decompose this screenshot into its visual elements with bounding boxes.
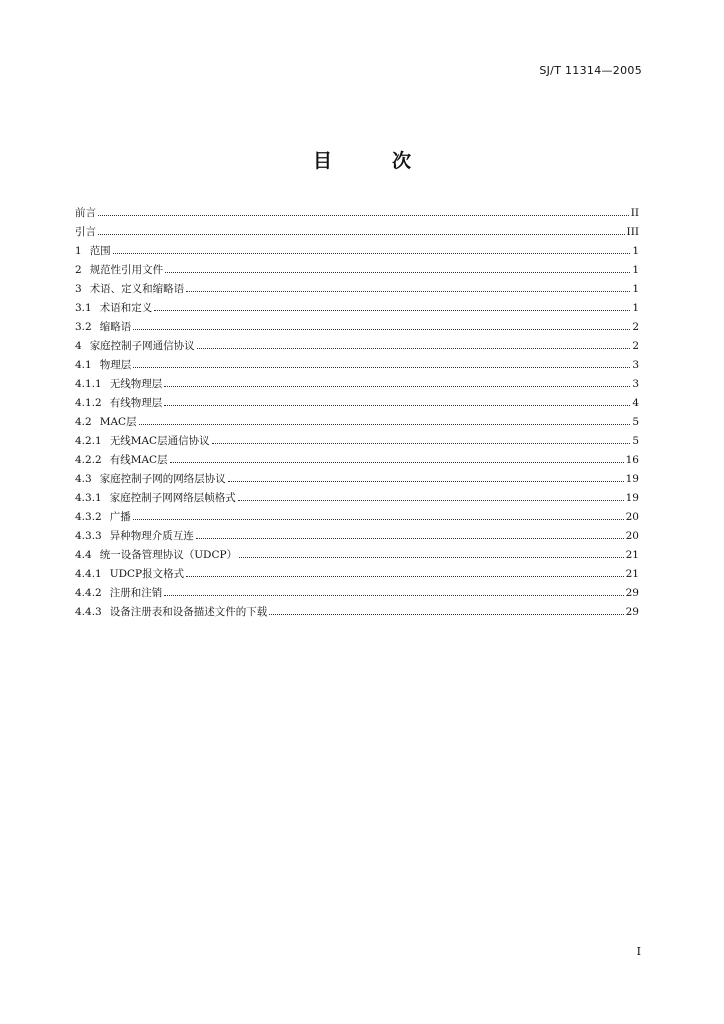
toc-entry-page: 1	[632, 245, 639, 257]
toc-entry-number: 4.2.2	[75, 454, 102, 466]
page-title: 目次	[312, 150, 471, 172]
toc-entry-number: 3.2	[75, 321, 92, 333]
toc-entry-page: III	[626, 226, 639, 238]
toc-entry-page: 2	[632, 340, 639, 352]
toc-entry[interactable]	[75, 603, 639, 622]
toc-entry-title: 异种物理介质互连	[109, 530, 194, 542]
toc-entry[interactable]	[75, 413, 639, 432]
toc-entry-page: 29	[625, 587, 639, 599]
toc-entry-title: 术语和定义	[99, 302, 153, 314]
toc-dot-leader	[186, 575, 624, 577]
page-number: I	[636, 945, 641, 958]
toc-entry-title: 物理层	[99, 359, 132, 371]
toc-dot-leader	[154, 309, 630, 311]
toc-entry-page: 19	[625, 492, 639, 504]
toc-dot-leader	[197, 347, 631, 349]
toc-entry-title: 注册和注销	[109, 587, 163, 599]
toc-entry[interactable]	[75, 261, 639, 280]
toc-dot-leader	[196, 537, 624, 539]
toc-entry-number: 4.3	[75, 473, 92, 485]
toc-dot-leader	[186, 290, 630, 292]
toc-entry[interactable]	[75, 584, 639, 603]
toc-entry-number: 4.1	[75, 359, 92, 371]
toc-entry[interactable]	[75, 565, 639, 584]
toc-entry-page: 21	[625, 549, 639, 561]
toc-dot-leader	[113, 252, 631, 254]
document-code: SJ/T 11314—2005	[539, 64, 642, 77]
toc-entry[interactable]	[75, 223, 639, 242]
toc-entry-number: 4.1.2	[75, 397, 102, 409]
toc-entry-title: 无线MAC层通信协议	[109, 435, 210, 447]
toc-dot-leader	[212, 442, 631, 444]
toc-entry-number: 4.3.1	[75, 492, 102, 504]
toc-entry-page: 3	[632, 378, 639, 390]
toc-entry-number: 4.4.2	[75, 587, 102, 599]
toc-entry-number: 4.4.3	[75, 606, 102, 618]
toc-entry-title: 前言	[75, 207, 96, 219]
toc-dot-leader	[269, 613, 623, 615]
toc-entry[interactable]	[75, 508, 639, 527]
toc-dot-leader	[170, 461, 624, 463]
toc-entry-page: 4	[632, 397, 639, 409]
toc-entry-page: 19	[625, 473, 639, 485]
toc-entry[interactable]	[75, 204, 639, 223]
toc-entry[interactable]	[75, 375, 639, 394]
toc-dot-leader	[133, 366, 630, 368]
toc-dot-leader	[133, 328, 630, 330]
toc-entry-page: 20	[625, 511, 639, 523]
toc-entry-title: 引言	[75, 226, 96, 238]
toc-entry-number: 1	[75, 245, 82, 257]
toc-entry-title: 规范性引用文件	[89, 264, 164, 276]
toc-entry-title: 无线物理层	[109, 378, 163, 390]
toc-dot-leader	[238, 499, 624, 501]
toc-entry-title: 家庭控制子网的网络层协议	[99, 473, 226, 485]
toc-entry-title: UDCP报文格式	[109, 568, 185, 580]
toc-entry[interactable]	[75, 299, 639, 318]
toc-dot-leader	[228, 480, 624, 482]
toc-dot-leader	[139, 423, 631, 425]
toc-entry[interactable]	[75, 546, 639, 565]
toc-entry[interactable]	[75, 356, 639, 375]
toc-entry-title: 范围	[89, 245, 111, 257]
toc-entry-number: 3.1	[75, 302, 92, 314]
toc-entry-title: 家庭控制子网通信协议	[89, 340, 195, 352]
toc-entry-page: 3	[632, 359, 639, 371]
toc-entry-page: 29	[625, 606, 639, 618]
toc-entry-number: 4.1.1	[75, 378, 102, 390]
toc-entry-page: 16	[625, 454, 639, 466]
toc-entry-number: 4.2.1	[75, 435, 102, 447]
toc-entry-number: 4.4.1	[75, 568, 102, 580]
toc-entry[interactable]	[75, 318, 639, 337]
toc-dot-leader	[164, 404, 630, 406]
toc-entry[interactable]	[75, 337, 639, 356]
table-of-contents	[75, 204, 639, 622]
toc-entry[interactable]	[75, 242, 639, 261]
toc-entry-title: 缩略语	[99, 321, 132, 333]
toc-entry-number: 2	[75, 264, 82, 276]
toc-entry[interactable]	[75, 470, 639, 489]
toc-entry-number: 4.3.2	[75, 511, 102, 523]
toc-entry-number: 4.2	[75, 416, 92, 428]
toc-entry-title: MAC层	[99, 416, 137, 428]
toc-entry-page: 5	[632, 435, 639, 447]
toc-entry-page: 1	[632, 264, 639, 276]
toc-entry-page: 1	[632, 283, 639, 295]
toc-entry-page: 1	[632, 302, 639, 314]
toc-entry-page: 5	[632, 416, 639, 428]
toc-entry-number: 4	[75, 340, 82, 352]
toc-entry[interactable]	[75, 451, 639, 470]
toc-entry-number: 4.3.3	[75, 530, 102, 542]
toc-entry-page: 2	[632, 321, 639, 333]
toc-entry[interactable]	[75, 280, 639, 299]
toc-entry-title: 有线物理层	[109, 397, 163, 409]
toc-entry-title: 设备注册表和设备描述文件的下载	[109, 606, 268, 618]
toc-entry-page: II	[630, 207, 639, 219]
toc-entry-number: 4.4	[75, 549, 92, 561]
toc-entry[interactable]	[75, 432, 639, 451]
toc-entry-title: 广播	[109, 511, 131, 523]
toc-entry[interactable]	[75, 394, 639, 413]
toc-dot-leader	[164, 594, 623, 596]
toc-dot-leader	[164, 385, 630, 387]
toc-dot-leader	[133, 518, 624, 520]
toc-dot-leader	[98, 214, 629, 216]
toc-entry-title: 术语、定义和缩略语	[89, 283, 185, 295]
toc-entry-page: 21	[625, 568, 639, 580]
toc-dot-leader	[239, 556, 624, 558]
toc-dot-leader	[165, 271, 630, 273]
toc-entry-title: 有线MAC层	[109, 454, 168, 466]
toc-entry[interactable]	[75, 527, 639, 546]
toc-dot-leader	[98, 233, 625, 235]
toc-entry[interactable]	[75, 489, 639, 508]
toc-entry-number: 3	[75, 283, 82, 295]
toc-entry-title: 统一设备管理协议（UDCP）	[99, 549, 238, 561]
toc-entry-page: 20	[625, 530, 639, 542]
toc-entry-title: 家庭控制子网网络层帧格式	[109, 492, 236, 504]
